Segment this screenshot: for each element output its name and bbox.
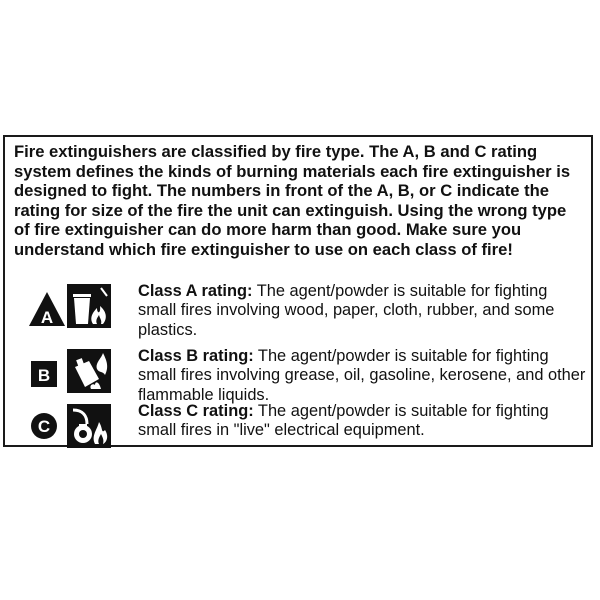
square-gas-can-fire-icon bbox=[27, 349, 133, 393]
class-b-letter: B bbox=[37, 366, 51, 385]
class-a-letter: A bbox=[40, 308, 54, 327]
class-c-title: Class C rating: bbox=[138, 402, 254, 420]
class-a-text: The agent/powder is suitable for fighting small fires involving wood, paper, cloth, rubber, and some plastics. bbox=[138, 282, 555, 339]
class-b-description bbox=[138, 347, 588, 405]
class-a-description bbox=[138, 282, 588, 340]
circle-plug-fire-icon bbox=[27, 404, 133, 448]
triangle-trash-fire-icon bbox=[27, 284, 133, 328]
class-c-description bbox=[138, 402, 588, 441]
class-c-text: The agent/powder is suitable for fighting small fires in "live" electrical equipment. bbox=[138, 402, 549, 440]
class-c-letter: C bbox=[37, 417, 51, 436]
class-a-title: Class A rating: bbox=[138, 282, 253, 300]
intro-paragraph: Fire extinguishers are classified by fire type. The A, B and C rating system defines the kinds of burning materials each fire extinguisher is designed to fight. The numbers in front of the A, B, or C indicate the rating for size of the fire the unit can extinguish. Using the wrong type of fire extinguisher can do more harm than good. Make sure you understand which fire extinguisher to use on each class of fire! bbox=[14, 142, 571, 259]
class-b-text: The agent/powder is suitable for fighting small fires involving grease, oil, gasoline, kerosene, and other flammable liquids. bbox=[138, 347, 586, 404]
fire-extinguisher-label bbox=[3, 135, 593, 447]
class-b-title: Class B rating: bbox=[138, 347, 254, 365]
